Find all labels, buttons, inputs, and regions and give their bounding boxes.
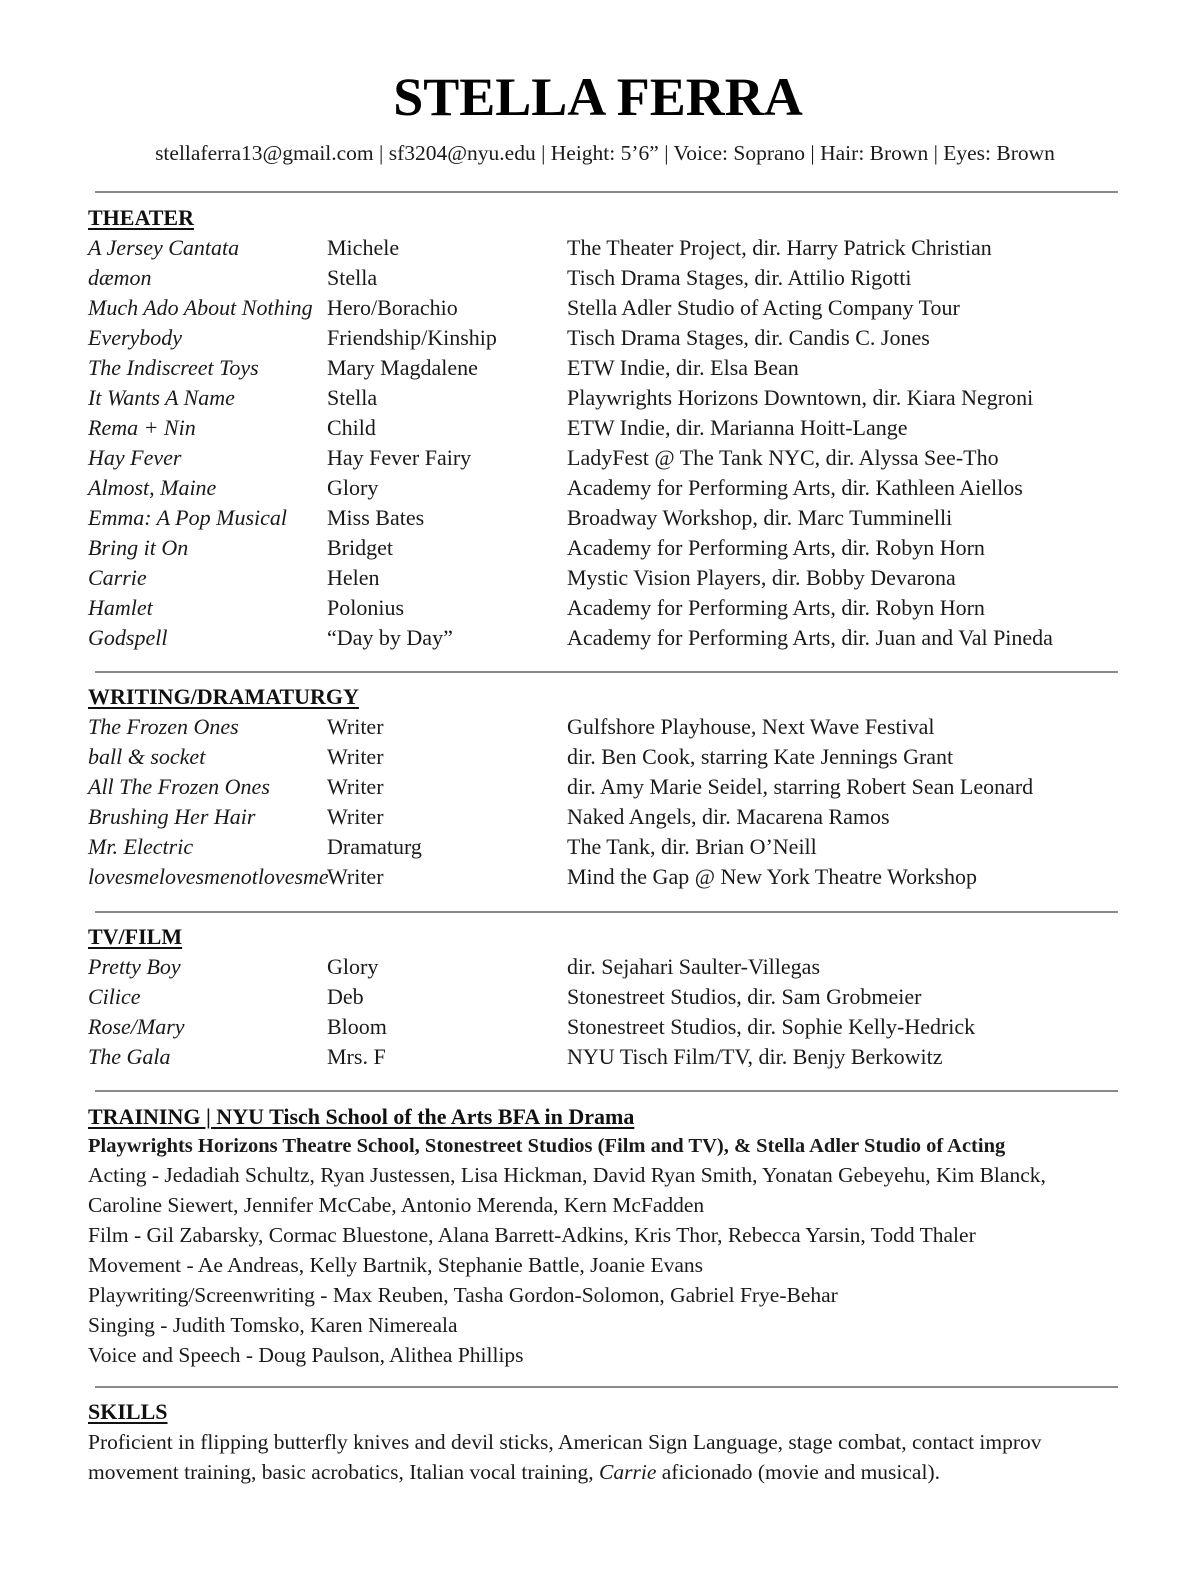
training-line: Playwriting/Screenwriting - Max Reuben, Tasha Gordon-Solomon, Gabriel Frye-Behar <box>88 1283 838 1307</box>
role: Helen <box>327 565 380 590</box>
role: Glory <box>327 954 379 979</box>
credit-row <box>88 1012 1128 1042</box>
role: Child <box>327 415 376 440</box>
production-title: ball & socket <box>88 744 206 769</box>
company-director: Tisch Drama Stages, dir. Attilio Rigotti <box>567 265 912 290</box>
divider <box>95 1090 1118 1092</box>
company-director: ETW Indie, dir. Marianna Hoitt-Lange <box>567 415 908 440</box>
production-title: The Indiscreet Toys <box>88 355 259 380</box>
section-title: SKILLS <box>88 1399 168 1424</box>
divider <box>95 671 1118 673</box>
role: Deb <box>327 984 364 1009</box>
role: “Day by Day” <box>327 625 453 650</box>
company-director: ETW Indie, dir. Elsa Bean <box>567 355 799 380</box>
production-title: Rose/Mary <box>88 1014 185 1039</box>
section-title: TRAINING | NYU Tisch School of the Arts BFA in Drama <box>88 1104 635 1129</box>
skills-text-italic: Carrie <box>599 1460 657 1484</box>
credit-row <box>88 862 1128 892</box>
company-director: dir. Sejahari Saulter-Villegas <box>567 954 820 979</box>
production-title: Carrie <box>88 565 147 590</box>
role: Mrs. F <box>327 1044 386 1069</box>
company-director: Academy for Performing Arts, dir. Robyn Horn <box>567 595 985 620</box>
contact-info: stellaferra13@gmail.com | sf3204@nyu.edu | Height: 5’6” | Voice: Soprano | Hair: Brown | Eyes: Brown <box>155 141 1055 165</box>
production-title: Emma: A Pop Musical <box>88 505 287 530</box>
credit-row <box>88 263 1128 293</box>
training-line: Caroline Siewert, Jennifer McCabe, Antonio Merenda, Kern McFadden <box>88 1193 705 1217</box>
role: Bridget <box>327 535 393 560</box>
company-director: Tisch Drama Stages, dir. Candis C. Jones <box>567 325 930 350</box>
company-director: Academy for Performing Arts, dir. Robyn Horn <box>567 535 985 560</box>
credit-row <box>88 802 1128 832</box>
company-director: LadyFest @ The Tank NYC, dir. Alyssa See-Tho <box>567 445 999 470</box>
role: Miss Bates <box>327 505 425 530</box>
role: Polonius <box>327 595 405 620</box>
company-director: Academy for Performing Arts, dir. Juan and Val Pineda <box>567 625 1053 650</box>
role: Writer <box>327 714 384 739</box>
production-title: lovesmelovesmenotlovesme <box>88 864 329 889</box>
company-director: Stonestreet Studios, dir. Sam Grobmeier <box>567 984 922 1009</box>
training-section <box>88 1102 1128 1370</box>
skills-text-part: aficionado (movie and musical). <box>656 1460 940 1484</box>
company-director: Gulfshore Playhouse, Next Wave Festival <box>567 714 935 739</box>
training-line: Film - Gil Zabarsky, Cormac Bluestone, Alana Barrett-Adkins, Kris Thor, Rebecca Yarsin, Todd Thaler <box>88 1223 976 1247</box>
role: Writer <box>327 744 384 769</box>
company-director: The Tank, dir. Brian O’Neill <box>567 834 817 859</box>
role: Hay Fever Fairy <box>327 445 472 470</box>
production-title: Pretty Boy <box>88 954 181 979</box>
credit-row <box>88 233 1128 263</box>
production-title: Mr. Electric <box>88 834 194 859</box>
credit-row <box>88 1042 1128 1072</box>
production-title: Brushing Her Hair <box>88 804 256 829</box>
company-director: Stella Adler Studio of Acting Company Tour <box>567 295 960 320</box>
production-title: A Jersey Cantata <box>88 235 240 260</box>
writing-section <box>88 682 1128 892</box>
theater-credits <box>88 233 1128 653</box>
resume-name: STELLA FERRA <box>393 67 803 127</box>
company-director: NYU Tisch Film/TV, dir. Benjy Berkowitz <box>567 1044 943 1069</box>
role: Stella <box>327 265 378 290</box>
production-title: Everybody <box>88 325 183 350</box>
divider <box>95 911 1118 913</box>
credit-row <box>88 473 1128 503</box>
tvfilm-section <box>88 922 1128 1072</box>
production-title: Cilice <box>88 984 141 1009</box>
section-title: THEATER <box>88 205 194 230</box>
company-director: The Theater Project, dir. Harry Patrick Christian <box>567 235 992 260</box>
company-director: Stonestreet Studios, dir. Sophie Kelly-Hedrick <box>567 1014 976 1039</box>
company-director: dir. Amy Marie Seidel, starring Robert Sean Leonard <box>567 774 1034 799</box>
production-title: Rema + Nin <box>88 415 196 440</box>
role: Bloom <box>327 1014 387 1039</box>
training-schools: Playwrights Horizons Theatre School, Stonestreet Studios (Film and TV), & Stella Adler Studio of Acting <box>88 1135 1006 1157</box>
production-title: Hamlet <box>88 595 153 620</box>
role: Friendship/Kinship <box>327 325 497 350</box>
role: Mary Magdalene <box>327 355 478 380</box>
production-title: Bring it On <box>88 535 189 560</box>
theater-section <box>88 203 1128 653</box>
role: Glory <box>327 475 379 500</box>
credit-row <box>88 712 1128 742</box>
training-line: Acting - Jedadiah Schultz, Ryan Justessen, Lisa Hickman, David Ryan Smith, Yonatan Gebeyehu, Kim Blanck, <box>88 1163 1046 1187</box>
credit-row <box>88 443 1128 473</box>
credit-row <box>88 503 1128 533</box>
credit-row <box>88 563 1128 593</box>
credit-row <box>88 772 1128 802</box>
credit-row <box>88 323 1128 353</box>
role: Writer <box>327 864 384 889</box>
role: Hero/Borachio <box>327 295 458 320</box>
training-line: Movement - Ae Andreas, Kelly Bartnik, Stephanie Battle, Joanie Evans <box>88 1253 703 1277</box>
divider <box>95 1386 1118 1388</box>
credit-row <box>88 742 1128 772</box>
divider <box>95 191 1118 193</box>
company-director: Playwrights Horizons Downtown, dir. Kiara Negroni <box>567 385 1034 410</box>
production-title: Godspell <box>88 625 168 650</box>
role: Writer <box>327 774 384 799</box>
production-title: Much Ado About Nothing <box>88 295 313 320</box>
credit-row <box>88 593 1128 623</box>
credit-row <box>88 832 1128 862</box>
company-director: Mind the Gap @ New York Theatre Workshop <box>567 864 977 889</box>
production-title: Almost, Maine <box>88 475 217 500</box>
credit-row <box>88 623 1128 653</box>
production-title: All The Frozen Ones <box>88 774 270 799</box>
writing-credits <box>88 712 1128 892</box>
role: Writer <box>327 804 384 829</box>
production-title: Hay Fever <box>88 445 182 470</box>
credit-row <box>88 952 1128 982</box>
company-director: dir. Ben Cook, starring Kate Jennings Grant <box>567 744 954 769</box>
company-director: Naked Angels, dir. Macarena Ramos <box>567 804 890 829</box>
credit-row <box>88 982 1128 1012</box>
company-director: Academy for Performing Arts, dir. Kathleen Aiellos <box>567 475 1023 500</box>
production-title: The Gala <box>88 1044 171 1069</box>
company-director: Broadway Workshop, dir. Marc Tumminelli <box>567 505 953 530</box>
production-title: dæmon <box>88 265 152 290</box>
tvfilm-credits <box>88 952 1128 1072</box>
section-title: TV/FILM <box>88 924 183 949</box>
role: Dramaturg <box>327 834 422 859</box>
credit-row <box>88 533 1128 563</box>
skills-section <box>88 1397 1128 1487</box>
training-lines <box>88 1160 1128 1370</box>
production-title: It Wants A Name <box>88 385 235 410</box>
company-director: Mystic Vision Players, dir. Bobby Devarona <box>567 565 956 590</box>
role: Stella <box>327 385 378 410</box>
skills-text-part: Proficient in flipping butterfly knives and devil sticks, American Sign Language, stage combat, contact improv movement training, basic acrobatics, Italian vocal training, <box>88 1430 1042 1484</box>
credit-row <box>88 293 1128 323</box>
training-line: Singing - Judith Tomsko, Karen Nimereala <box>88 1313 458 1337</box>
credit-row <box>88 353 1128 383</box>
skills-text <box>88 1427 1128 1487</box>
production-title: The Frozen Ones <box>88 714 239 739</box>
role: Michele <box>327 235 400 260</box>
training-line: Voice and Speech - Doug Paulson, Alithea Phillips <box>88 1343 524 1367</box>
credit-row <box>88 413 1128 443</box>
section-title: WRITING/DRAMATURGY <box>88 684 359 709</box>
credit-row <box>88 383 1128 413</box>
